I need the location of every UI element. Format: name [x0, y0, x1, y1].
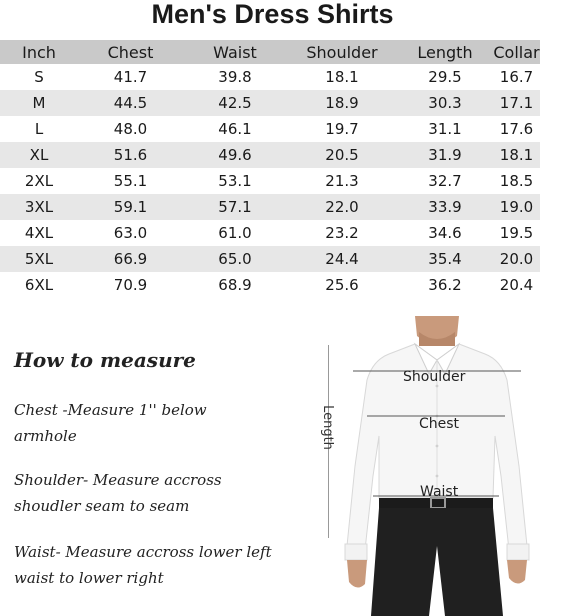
table-cell: 3XL [24, 198, 54, 216]
shoulder-label: Shoulder [403, 369, 466, 385]
table-cell: S [34, 68, 44, 86]
size-table [0, 40, 540, 298]
table-cell: XL [29, 146, 49, 164]
table-cell: 24.4 [325, 250, 359, 268]
length-label: Length [319, 405, 335, 450]
table-cell: 16.7 [499, 68, 534, 86]
how-to-measure-heading: How to measure [14, 348, 196, 372]
table-cell: 66.9 [113, 250, 148, 268]
table-cell: 34.6 [428, 224, 462, 242]
table-cell: 30.3 [428, 94, 462, 112]
table-row [0, 220, 540, 246]
shoulder-measure-note: Shoulder- Measure accross shoudler seam to seam [14, 471, 222, 515]
table-cell: 18.5 [499, 172, 534, 190]
shirt-model-illustration [333, 316, 541, 616]
table-cell: 17.1 [499, 94, 534, 112]
table-cell: M [32, 94, 46, 112]
header-cell-shoulder: Shoulder [306, 42, 378, 62]
chest-label: Chest [419, 416, 460, 432]
table-cell: 20.0 [499, 250, 534, 268]
table-cell: 18.1 [325, 68, 359, 86]
table-cell: 48.0 [113, 120, 148, 138]
table-cell: 4XL [24, 224, 54, 242]
table-cell: 31.9 [428, 146, 462, 164]
table-cell: L [34, 120, 44, 138]
table-cell: 44.5 [113, 94, 148, 112]
table-cell: 35.4 [428, 250, 462, 268]
header-cell-waist: Waist [213, 42, 257, 62]
table-cell: 51.6 [113, 146, 148, 164]
table-header-row [0, 40, 540, 64]
page-title: Men's Dress Shirts [151, 0, 394, 29]
table-cell: 57.1 [218, 198, 252, 216]
chest-measure-note: Chest -Measure 1'' below armhole [14, 401, 207, 445]
table-row [0, 194, 540, 220]
table-cell: 59.1 [113, 198, 148, 216]
header-cell-inch: Inch [22, 42, 56, 62]
table-cell: 53.1 [218, 172, 252, 190]
table-cell: 42.5 [218, 94, 252, 112]
table-cell: 17.6 [499, 120, 534, 138]
table-cell: 68.9 [218, 276, 252, 294]
table-cell: 25.6 [325, 276, 359, 294]
table-cell: 19.0 [499, 198, 534, 216]
header-cell-chest: Chest [107, 42, 154, 62]
table-row [0, 272, 540, 298]
table-cell: 36.2 [428, 276, 462, 294]
table-cell: 20.4 [499, 276, 534, 294]
table-cell: 46.1 [218, 120, 252, 138]
table-cell: 6XL [24, 276, 54, 294]
table-row [0, 116, 540, 142]
table-cell: 20.5 [325, 146, 359, 164]
table-cell: 55.1 [113, 172, 148, 190]
table-cell: 5XL [24, 250, 54, 268]
table-cell: 18.9 [325, 94, 359, 112]
table-row [0, 142, 540, 168]
table-cell: 2XL [24, 172, 54, 190]
header-cell-collar: Collar [493, 42, 540, 62]
table-cell: 31.1 [428, 120, 462, 138]
table-cell: 70.9 [113, 276, 148, 294]
table-cell: 33.9 [428, 198, 462, 216]
table-cell: 63.0 [113, 224, 148, 242]
table-cell: 18.1 [499, 146, 534, 164]
table-cell: 32.7 [428, 172, 462, 190]
table-cell: 39.8 [218, 68, 252, 86]
table-row [0, 246, 540, 272]
table-row [0, 64, 540, 90]
table-cell: 23.2 [325, 224, 359, 242]
table-cell: 49.6 [218, 146, 252, 164]
table-row [0, 168, 540, 194]
table-cell: 22.0 [325, 198, 359, 216]
table-cell: 61.0 [218, 224, 252, 242]
header-cell-length: Length [417, 42, 473, 62]
waist-measure-note: Waist- Measure accross lower left waist to lower right [14, 543, 272, 587]
table-cell: 19.5 [499, 224, 534, 242]
table-cell: 65.0 [218, 250, 252, 268]
table-cell: 21.3 [325, 172, 359, 190]
table-cell: 19.7 [325, 120, 359, 138]
waist-label: Waist [420, 484, 459, 500]
table-cell: 29.5 [428, 68, 462, 86]
table-cell: 41.7 [113, 68, 148, 86]
table-row [0, 90, 540, 116]
